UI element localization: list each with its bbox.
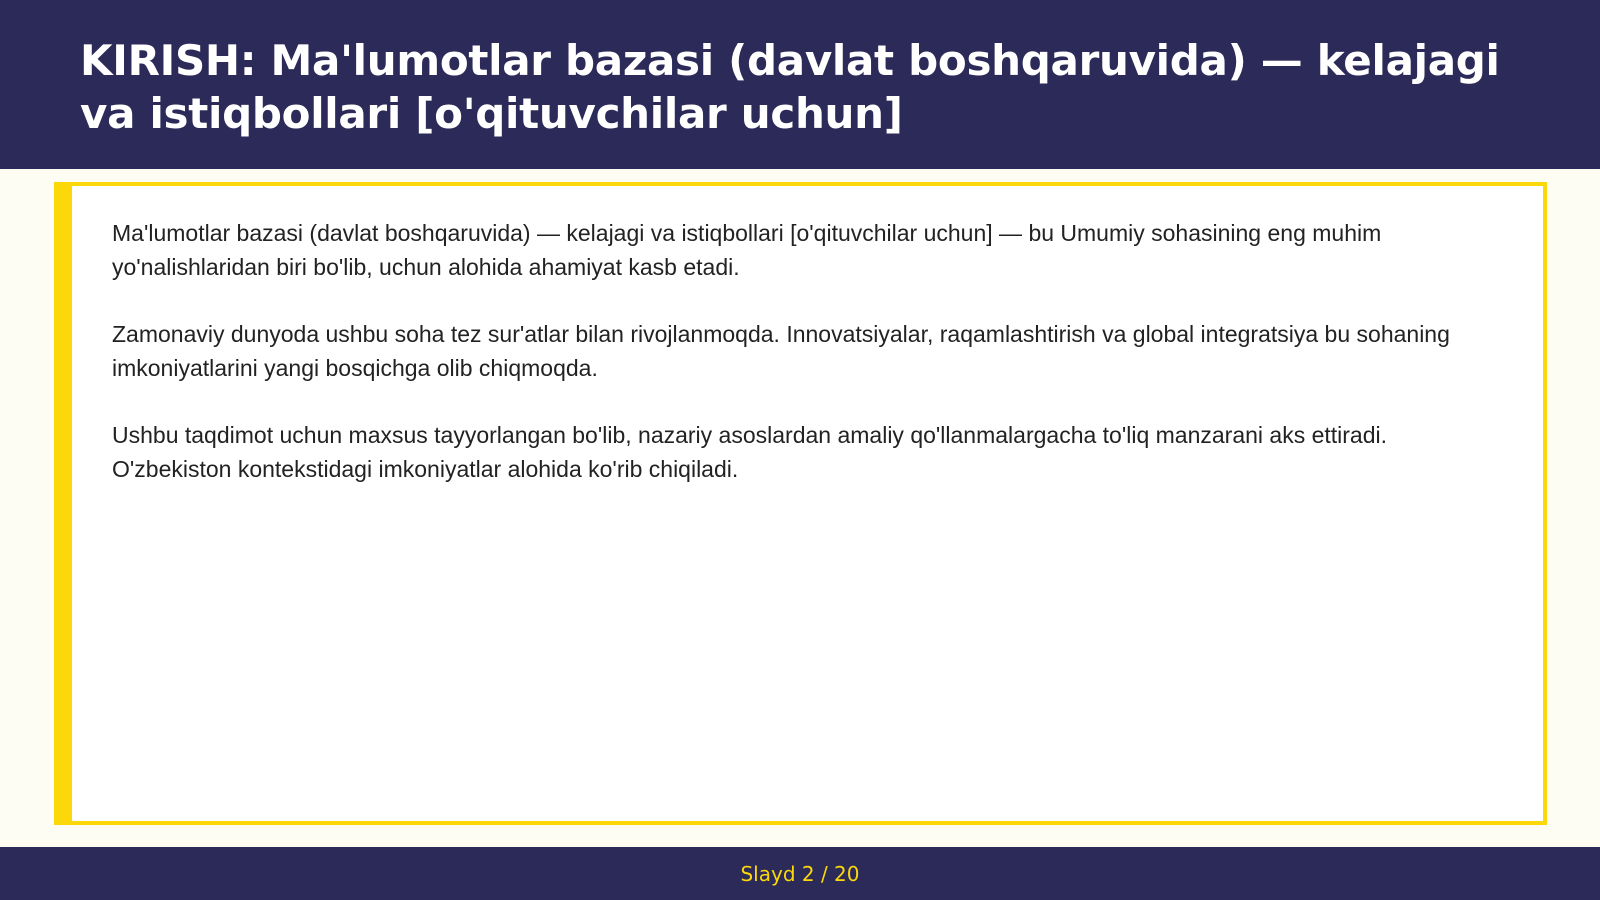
content-card xyxy=(54,182,1547,825)
content-paragraph-3: Ushbu taqdimot uchun maxsus tayyorlangan bo'lib, nazariy asoslardan amaliy qo'llanmalargacha to'liq manzarani aks ettiradi. O'zbekiston kontekstidagi imkoniyatlar alohida ko'rib chiqiladi. xyxy=(112,422,1388,482)
slide-title: KIRISH: Ma'lumotlar bazasi (davlat boshqaruvida) — kelajagi va istiqbollari [o'qituvchilar uchun] xyxy=(80,36,1500,138)
content-paragraph-2: Zamonaviy dunyoda ushbu soha tez sur'atlar bilan rivojlanmoqda. Innovatsiyalar, raqamlashtirish va global integratsiya bu sohaning imkoniyatlarini yangi bosqichga olib chiqmoqda. xyxy=(112,321,1450,381)
slide-footer xyxy=(0,847,1600,900)
slide-header xyxy=(0,0,1600,169)
slide-number: Slayd 2 / 20 xyxy=(740,861,860,886)
content-paragraph-1: Ma'lumotlar bazasi (davlat boshqaruvida) — kelajagi va istiqbollari [o'qituvchilar uchun] — bu Umumiy sohasining eng muhim yo'nalishlaridan biri bo'lib, uchun alohida ahamiyat kasb etadi. xyxy=(112,220,1382,280)
